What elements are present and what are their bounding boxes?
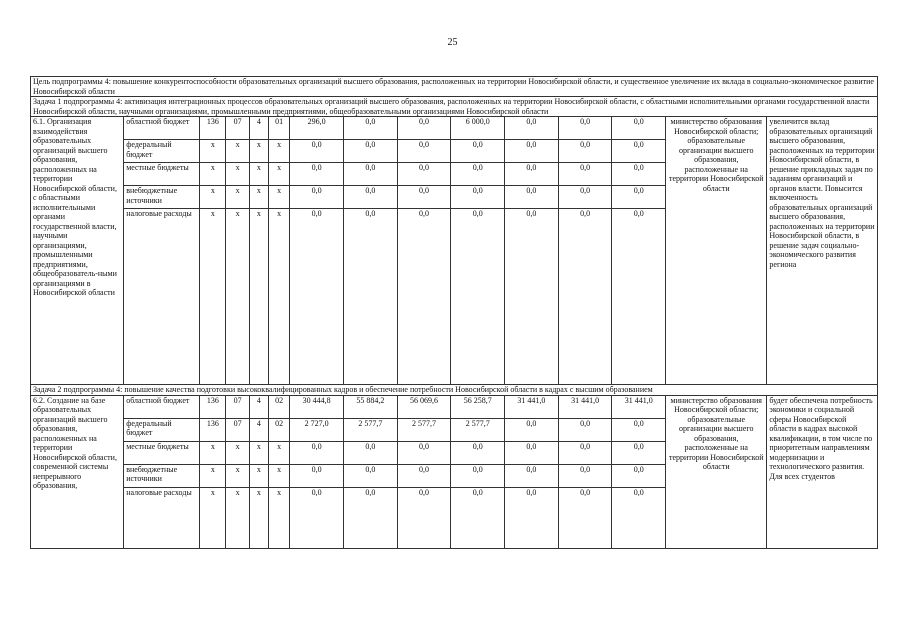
amount-cell: 30 444,8 bbox=[290, 395, 344, 418]
funding-source: внебюджетные источники bbox=[124, 464, 200, 487]
amount-cell: 0,0 bbox=[290, 186, 344, 209]
budget-code-cell: x bbox=[249, 140, 268, 163]
measure-name: 6.1. Организация взаимодействия образовательных организаций высшего образования, расположенных на территории Новосибирской области, с областными исполнительными органами государственной власти, научными организациями, промышленными предприятиями, общеобразователь-ными организациями в Новосибирской области bbox=[31, 117, 124, 385]
funding-source: областной бюджет bbox=[124, 395, 200, 418]
expected-result: увеличится вклад образовательных организаций высшего образования, расположенных на территории Новосибирской области, в решение прикладных задач по заданиям организаций и органов власти. Повысится включенность образовательных организаций высшего образования, расположенных на территории Новосибирской области, в решение задач социально-экономического развития региона bbox=[767, 117, 878, 385]
budget-code-cell: x bbox=[269, 209, 290, 385]
amount-cell: 0,0 bbox=[505, 418, 559, 441]
amount-cell: 0,0 bbox=[612, 487, 666, 548]
amount-cell: 0,0 bbox=[505, 487, 559, 548]
budget-code-cell: x bbox=[226, 186, 249, 209]
budget-code-cell: x bbox=[269, 441, 290, 464]
budget-code-cell: x bbox=[200, 487, 226, 548]
budget-code-cell: x bbox=[249, 186, 268, 209]
amount-cell: 2 577,7 bbox=[343, 418, 397, 441]
budget-code-cell: x bbox=[269, 464, 290, 487]
amount-cell: 0,0 bbox=[343, 117, 397, 140]
funding-source: федеральный бюджет bbox=[124, 140, 200, 163]
amount-cell: 0,0 bbox=[343, 441, 397, 464]
amount-cell: 0,0 bbox=[505, 209, 559, 385]
funding-source: федеральный бюджет bbox=[124, 418, 200, 441]
amount-cell: 6 000,0 bbox=[451, 117, 505, 140]
budget-code-cell: x bbox=[249, 441, 268, 464]
budget-code-cell: x bbox=[269, 186, 290, 209]
budget-code-cell: x bbox=[200, 209, 226, 385]
program-table bbox=[30, 76, 878, 549]
funding-source: внебюджетные источники bbox=[124, 186, 200, 209]
amount-cell: 56 258,7 bbox=[451, 395, 505, 418]
amount-cell: 0,0 bbox=[612, 117, 666, 140]
amount-cell: 0,0 bbox=[290, 464, 344, 487]
amount-cell: 0,0 bbox=[612, 140, 666, 163]
funding-source: налоговые расходы bbox=[124, 209, 200, 385]
amount-cell: 2 727,0 bbox=[290, 418, 344, 441]
amount-cell: 0,0 bbox=[558, 464, 612, 487]
amount-cell: 0,0 bbox=[505, 140, 559, 163]
budget-code-cell: x bbox=[249, 487, 268, 548]
amount-cell: 0,0 bbox=[290, 209, 344, 385]
budget-code-cell: x bbox=[200, 140, 226, 163]
budget-code-cell: 07 bbox=[226, 418, 249, 441]
amount-cell: 0,0 bbox=[451, 140, 505, 163]
budget-code-cell: x bbox=[226, 140, 249, 163]
amount-cell: 0,0 bbox=[397, 464, 451, 487]
amount-cell: 0,0 bbox=[558, 186, 612, 209]
budget-code-cell: x bbox=[200, 186, 226, 209]
budget-code-cell: 4 bbox=[249, 418, 268, 441]
task1-text: Задача 1 подпрограммы 4: активизация интеграционных процессов образовательных организаций высшего образования, расположенных на территории Новосибирской области, с областными исполнительными органами государственной власти Новосибирской области, научными организациями, промышленными предприятиями, общеобразовательными организациями Новосибирской области bbox=[31, 97, 878, 117]
amount-cell: 2 577,7 bbox=[451, 418, 505, 441]
funding-source: местные бюджеты bbox=[124, 441, 200, 464]
amount-cell: 296,0 bbox=[290, 117, 344, 140]
budget-code-cell: x bbox=[226, 487, 249, 548]
amount-cell: 0,0 bbox=[343, 140, 397, 163]
executor: министерство образования Новосибирской области; образовательные организации высшего образования, расположенные на территории Новосибирской области bbox=[666, 117, 767, 385]
expected-result: будет обеспечена потребность экономики и социальной сферы Новосибирской области в кадрах высокой квалификации, в том числе по приоритетным направлениям модернизации и технологического развития. Для всех студентов bbox=[767, 395, 878, 548]
amount-cell: 0,0 bbox=[612, 209, 666, 385]
amount-cell: 0,0 bbox=[612, 464, 666, 487]
table-row bbox=[31, 117, 878, 140]
page-number: 25 bbox=[447, 37, 458, 48]
amount-cell: 31 441,0 bbox=[612, 395, 666, 418]
amount-cell: 0,0 bbox=[343, 487, 397, 548]
amount-cell: 56 069,6 bbox=[397, 395, 451, 418]
amount-cell: 0,0 bbox=[558, 441, 612, 464]
budget-code-cell: 07 bbox=[226, 117, 249, 140]
amount-cell: 0,0 bbox=[343, 209, 397, 385]
amount-cell: 0,0 bbox=[397, 441, 451, 464]
amount-cell: 0,0 bbox=[558, 140, 612, 163]
amount-cell: 31 441,0 bbox=[505, 395, 559, 418]
funding-source: областной бюджет bbox=[124, 117, 200, 140]
budget-code-cell: x bbox=[249, 209, 268, 385]
amount-cell: 0,0 bbox=[558, 163, 612, 186]
budget-code-cell: x bbox=[226, 163, 249, 186]
amount-cell: 0,0 bbox=[612, 418, 666, 441]
amount-cell: 0,0 bbox=[612, 163, 666, 186]
budget-code-cell: 4 bbox=[249, 395, 268, 418]
amount-cell: 0,0 bbox=[290, 441, 344, 464]
budget-code-cell: 01 bbox=[269, 117, 290, 140]
budget-code-cell: x bbox=[249, 163, 268, 186]
task2-text: Задача 2 подпрограммы 4: повышение качества подготовки высококвалифицированных кадров и обеспечение потребности Новосибирской области в кадрах с высшим образованием bbox=[31, 385, 878, 396]
amount-cell: 0,0 bbox=[612, 186, 666, 209]
amount-cell: 0,0 bbox=[558, 117, 612, 140]
amount-cell: 0,0 bbox=[558, 209, 612, 385]
table-row bbox=[31, 395, 878, 418]
budget-code-cell: x bbox=[200, 441, 226, 464]
amount-cell: 0,0 bbox=[451, 487, 505, 548]
budget-code-cell: 136 bbox=[200, 418, 226, 441]
goal-row bbox=[31, 77, 878, 97]
budget-code-cell: 07 bbox=[226, 395, 249, 418]
budget-code-cell: x bbox=[226, 464, 249, 487]
amount-cell: 0,0 bbox=[612, 441, 666, 464]
budget-code-cell: 02 bbox=[269, 418, 290, 441]
budget-code-cell: x bbox=[269, 487, 290, 548]
budget-code-cell: x bbox=[269, 140, 290, 163]
budget-code-cell: 4 bbox=[249, 117, 268, 140]
budget-code-cell: 136 bbox=[200, 395, 226, 418]
budget-code-cell: x bbox=[200, 163, 226, 186]
amount-cell: 0,0 bbox=[290, 163, 344, 186]
task2-row bbox=[31, 385, 878, 396]
amount-cell: 0,0 bbox=[290, 487, 344, 548]
measure-name: 6.2. Создание на базе образовательных организаций высшего образования, расположенных на территории Новосибирской области, современной системы непрерывного образования, bbox=[31, 395, 124, 548]
budget-code-cell: x bbox=[226, 209, 249, 385]
amount-cell: 0,0 bbox=[343, 163, 397, 186]
amount-cell: 0,0 bbox=[505, 163, 559, 186]
funding-source: налоговые расходы bbox=[124, 487, 200, 548]
budget-code-cell: x bbox=[249, 464, 268, 487]
funding-source: местные бюджеты bbox=[124, 163, 200, 186]
amount-cell: 0,0 bbox=[397, 140, 451, 163]
executor: министерство образования Новосибирской области; образовательные организации высшего образования, расположенные на территории Новосибирской области bbox=[666, 395, 767, 548]
amount-cell: 0,0 bbox=[343, 464, 397, 487]
amount-cell: 0,0 bbox=[505, 441, 559, 464]
amount-cell: 0,0 bbox=[397, 117, 451, 140]
budget-code-cell: x bbox=[200, 464, 226, 487]
amount-cell: 0,0 bbox=[505, 186, 559, 209]
amount-cell: 31 441,0 bbox=[558, 395, 612, 418]
amount-cell: 0,0 bbox=[505, 464, 559, 487]
budget-code-cell: 136 bbox=[200, 117, 226, 140]
amount-cell: 0,0 bbox=[290, 140, 344, 163]
amount-cell: 0,0 bbox=[558, 487, 612, 548]
goal-text: Цель подпрограммы 4: повышение конкурентоспособности образовательных организаций высшего образования, расположенных на территории Новосибирской области, и существенное увеличение их вклада в социально-экономическое развитие Новосибирской области bbox=[31, 77, 878, 97]
amount-cell: 0,0 bbox=[505, 117, 559, 140]
budget-code-cell: 02 bbox=[269, 395, 290, 418]
amount-cell: 0,0 bbox=[397, 163, 451, 186]
amount-cell: 0,0 bbox=[451, 209, 505, 385]
budget-code-cell: x bbox=[226, 441, 249, 464]
amount-cell: 0,0 bbox=[451, 441, 505, 464]
budget-code-cell: x bbox=[269, 163, 290, 186]
amount-cell: 0,0 bbox=[343, 186, 397, 209]
amount-cell: 0,0 bbox=[397, 186, 451, 209]
amount-cell: 0,0 bbox=[451, 464, 505, 487]
task1-row bbox=[31, 97, 878, 117]
amount-cell: 55 884,2 bbox=[343, 395, 397, 418]
amount-cell: 0,0 bbox=[451, 163, 505, 186]
amount-cell: 0,0 bbox=[397, 209, 451, 385]
amount-cell: 0,0 bbox=[397, 487, 451, 548]
amount-cell: 2 577,7 bbox=[397, 418, 451, 441]
amount-cell: 0,0 bbox=[451, 186, 505, 209]
amount-cell: 0,0 bbox=[558, 418, 612, 441]
